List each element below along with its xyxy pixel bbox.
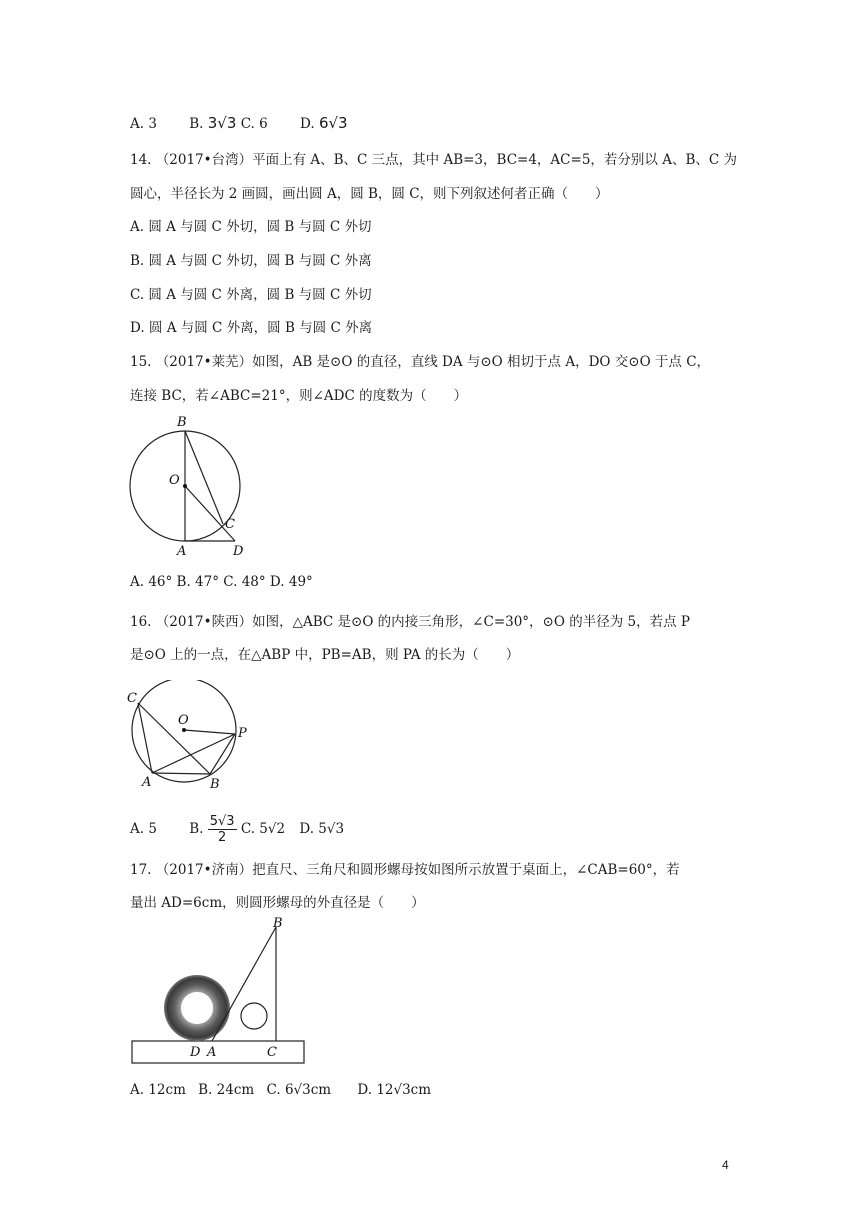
q15-center-dot [183,484,187,488]
q16-figure [122,680,257,795]
q16-center-dot [182,728,186,732]
q16-fraction-numerator: 5√3 [209,814,235,829]
q13-option-a: A. 3 [130,116,157,132]
q17-label-d: D [190,1045,201,1060]
q15-label-c: C [225,517,235,532]
q17-option-a: A. 12cm [130,1082,186,1098]
q17-label-a: A [207,1045,217,1060]
q16-label-c: C [127,691,137,706]
q14-option-a: A. 圆 A 与圆 C 外切，圆 B 与圆 C 外切 [130,219,372,235]
q17-label-b: B [273,916,283,931]
q16-segment-cb [138,703,210,774]
q14-option-b: B. 圆 A 与圆 C 外切，圆 B 与圆 C 外离 [130,253,372,269]
q16-segment-op [184,730,235,734]
q13-options [130,114,348,132]
q16-label-b: B [210,777,220,792]
q14-text-line2: 圆心，半径长为 2 画圆，画出圆 A，圆 B，圆 C，则下列叙述何者正确（ ） [130,186,609,202]
q16-label-o: O [178,713,189,728]
q16-option-b: B. [189,821,204,837]
q16-option-b-fraction [208,814,237,845]
q13-option-c: C. 6 [240,116,268,132]
q17-text-line1: 17. （2017•济南）把直尺、三角尺和圆形螺母按如图所示放置于桌面上，∠CAB=60°，若 [130,862,680,878]
q15-text-line2: 连接 BC，若∠ABC=21°，则∠ADC 的度数为（ ） [130,388,468,404]
q15-options: A. 46° B. 47° C. 48° D. 49° [130,574,313,590]
q15-label-b: B [177,415,187,430]
q17-label-c: C [267,1045,277,1060]
q16-fraction-denominator: 2 [218,830,227,845]
q17-ruler [132,1041,304,1063]
q13-option-d: D. [300,116,315,132]
q17-text-line2: 量出 AD=6cm，则圆形螺母的外直径是（ ） [130,895,425,911]
q17-option-c: C. 6√3cm [266,1082,332,1098]
q13-option-b: B. [189,116,204,132]
q14-text-line1: 14. （2017•台湾）平面上有 A、B、C 三点，其中 AB=3，BC=4，AC=5，若分别以 A、B、C 为 [130,152,737,168]
q17-option-b: B. 24cm [198,1082,255,1098]
q16-option-a: A. 5 [130,821,157,837]
q16-option-c: C. 5√2 [240,821,286,837]
q15-label-a: A [177,544,187,559]
q16-option-d: D. 5√3 [299,821,345,837]
q15-figure [125,410,255,562]
q17-options [130,1082,431,1098]
q17-triangle-hole [241,1003,267,1029]
q15-label-d: D [233,544,244,559]
q17-nut-hole [181,992,213,1024]
q16-segment-ab [152,773,210,774]
q16-segment-ca [138,703,152,773]
q14-option-d: D. 圆 A 与圆 C 外离，圆 B 与圆 C 外离 [130,320,373,336]
q17-figure [126,915,311,1065]
q16-text-line2: 是⊙O 上的一点，在△ABP 中，PB=AB，则 PA 的长为（ ） [130,647,520,663]
q13-option-d-math: 6√3 [318,114,348,132]
q15-segment-od [185,486,235,541]
page-number: 4 [722,1158,729,1172]
q13-option-b-math: 3√3 [207,114,237,132]
q14-option-c: C. 圆 A 与圆 C 外离，圆 B 与圆 C 外切 [130,287,372,303]
q16-label-p: P [238,726,247,741]
q15-label-o: O [169,473,180,488]
q16-text-line1: 16. （2017•陕西）如图，△ABC 是⊙O 的内接三角形，∠C=30°，⊙O 的半径为 5，若点 P [130,614,690,630]
q17-option-d: D. 12√3cm [357,1082,432,1098]
q15-segment-bc [185,431,223,524]
q16-label-a: A [142,775,152,790]
q16-options [130,814,344,845]
q15-text-line1: 15. （2017•莱芜）如图，AB 是⊙O 的直径，直线 DA 与⊙O 相切于点 A，DO 交⊙O 于点 C， [130,354,711,370]
